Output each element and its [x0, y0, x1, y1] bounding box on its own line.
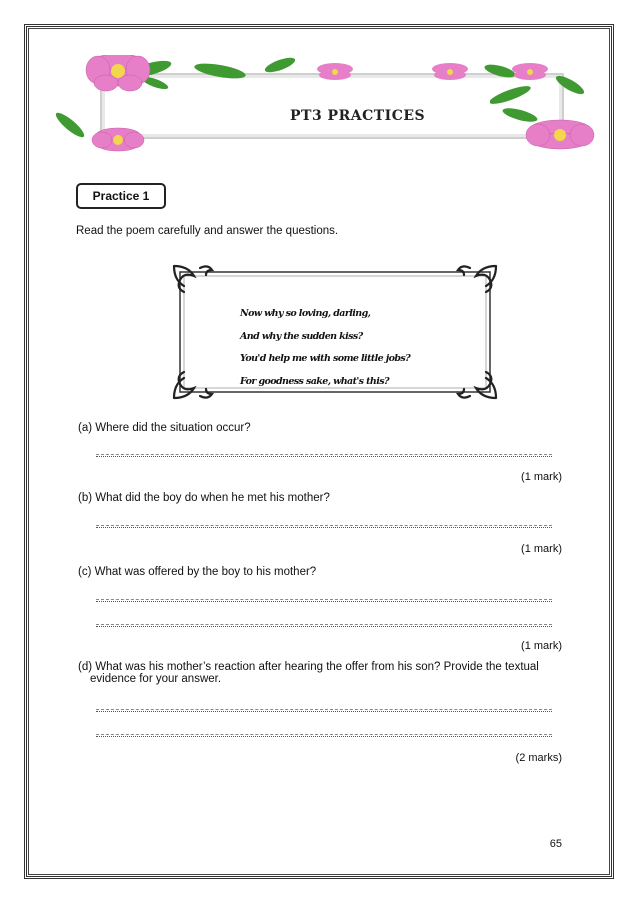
instruction-text: Read the poem carefully and answer the questions.	[76, 225, 339, 237]
answer-line-b[interactable]	[96, 527, 552, 528]
page-number: 65	[549, 838, 562, 850]
question-a: (a) Where did the situation occur?	[78, 422, 251, 434]
question-b: (b) What did the boy do when he met his mother?	[78, 492, 330, 504]
poem-text	[240, 303, 410, 393]
poem-line: And why the sudden kiss?	[240, 330, 363, 342]
question-c: (c) What was offered by the boy to his mother?	[78, 566, 317, 578]
answer-line-d1[interactable]	[96, 711, 552, 712]
flower-decoration-left-icon	[40, 55, 180, 155]
marks-b: (1 mark)	[521, 543, 562, 555]
marks-c: (1 mark)	[521, 640, 562, 652]
practice-label: Practice 1	[76, 183, 166, 209]
poem-line: You'd help me with some little jobs?	[240, 353, 411, 364]
marks-a: (1 mark)	[521, 471, 562, 483]
header-banner	[40, 55, 600, 155]
flower-decoration-right-icon	[490, 75, 600, 155]
page-border-inner	[28, 28, 610, 875]
answer-line-d2[interactable]	[96, 736, 552, 737]
poem-line: Now why so loving, darling,	[240, 308, 371, 319]
question-d-line1: (d) What was his mother’s reaction after hearing the offer from his son? Provide the textual	[78, 661, 539, 673]
question-d-line2: evidence for your answer.	[90, 673, 222, 685]
page-title: PT3 PRACTICES	[290, 108, 426, 124]
poem-line: For goodness sake, what's this?	[240, 375, 389, 387]
answer-line-a[interactable]	[96, 456, 552, 457]
question-d	[78, 661, 539, 685]
answer-line-c2[interactable]	[96, 626, 552, 627]
answer-line-c1[interactable]	[96, 601, 552, 602]
marks-d: (2 marks)	[515, 752, 562, 764]
